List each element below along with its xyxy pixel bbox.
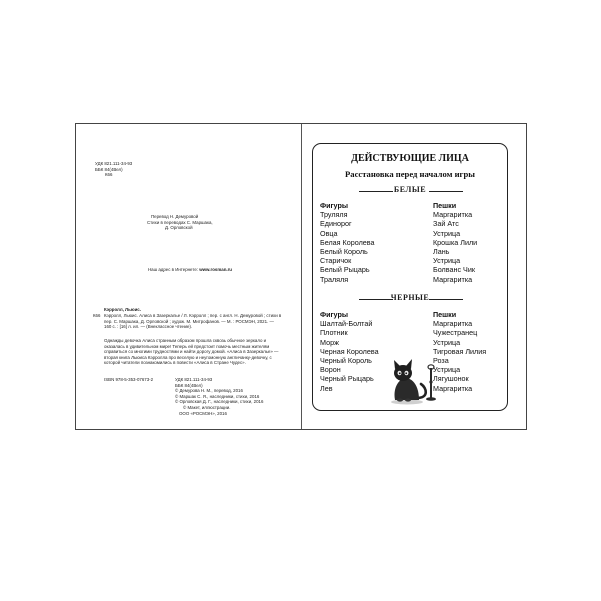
poems-translator-line: Стихи в переводах С. Маршака, [147,219,213,225]
list-item: Плотник [320,328,348,338]
black-section-heading [313,293,507,305]
figures-header: Фигуры [320,310,348,319]
list-item: Черный Король [320,356,372,366]
white-pawns-column [433,201,477,284]
index-code: К66 [93,313,101,318]
imprint-line: ББК 84(4Вел) [175,382,203,388]
website-line [148,267,232,273]
white-heading: БЕЛЫЕ [393,185,427,194]
poems-translator-line-2: Д. Орловской [165,225,193,231]
imprint-line: © Макет, иллюстрации. [183,404,231,410]
list-item: Тигровая Лилия [433,346,487,356]
page-subtitle: Расстановка перед началом игры [345,169,475,179]
imprint-line: © Маршак С. Я., наследники, стихи, 2016 [175,393,260,399]
pawns-header: Пешки [433,310,457,319]
list-item: Черный Рыцарь [320,374,374,384]
list-item: Шалтай-Болтай [320,319,373,329]
imprint-line: УДК 821.111-34-93 [175,377,213,382]
pawns-header: Пешки [433,201,457,210]
list-item: Маргаритка [433,274,473,284]
author-heading: Кэрролл, Льюис. [104,307,141,312]
white-section-heading [313,185,507,197]
list-item: Черная Королева [320,346,379,356]
list-item: Единорог [320,219,352,229]
list-item: Лягушонок [433,374,469,384]
list-item: Устрица [433,337,461,347]
divider [429,299,463,300]
imprint-block [175,377,263,416]
list-item: Маргаритка [433,210,473,220]
book-spine [301,124,302,429]
list-item: Лев [320,383,333,393]
divider [429,191,463,192]
list-item: Зай Атс [433,219,459,229]
figures-header: Фигуры [320,201,348,210]
list-item: Старичок [320,256,352,266]
list-item: Труляля [320,210,348,220]
bib-text: Кэрролл, Льюис. Алиса в Зазеркалье / Л. Кэрролл ; пер. с англ. Н. Демуровой ; стихи в пер. С. Маршака, Д. Орловской ; худож. М. Митрофанов. — М. : РОСМЭН, 2021. — 160 с. : [16] л. ил. — (Внеклассное чтение). [104,313,282,330]
udk-line: УДК 821.111-34-93 [95,161,133,166]
list-item: Белый Король [320,247,368,257]
isbn: ISBN 978-5-353-07673-2 [104,377,154,382]
list-item: Устрица [433,365,461,375]
imprint-line: © Орловская Д. Г., наследники, стихи, 2016 [175,399,264,405]
list-item: Морж [320,337,339,347]
list-item: Устрица [433,256,461,266]
white-figures-column [320,201,375,284]
characters-frame [312,143,508,411]
list-item: Маргаритка [433,319,473,329]
list-item: Ворон [320,365,341,375]
black-heading: ЧЕРНЫЕ [390,293,430,302]
website-url: www.rosman.ru [199,267,232,272]
list-item: Болванс Чик [433,265,475,275]
list-item: Роза [433,356,449,366]
page-title: ДЕЙСТВУЮЩИЕ ЛИЦА [351,153,469,164]
udk-block [95,161,132,178]
list-item: Чужестранец [433,328,478,338]
list-item: Белая Королева [320,237,375,247]
list-item: Белый Рыцарь [320,265,370,275]
book-spread [75,123,527,430]
index-line: К66 [105,172,113,178]
translator-line: Перевод Н. Демуровой [151,214,199,219]
list-item: Лань [433,247,450,257]
website-label: Наш адрес в Интернете: [148,267,198,272]
list-item: Овца [320,228,338,238]
list-item: Устрица [433,228,461,238]
bbk-line: ББК 84(4Вел) [95,166,123,172]
list-item: Крошка Лили [433,237,478,247]
list-item: Траляля [320,274,349,284]
cat-illustration [383,354,443,406]
list-item: Маргаритка [433,383,473,393]
translation-block [147,214,227,231]
annotation-text: Однажды девочка Алиса странным образом прошла сквозь обычное зеркало и оказалась в удивительном мире! Теперь ей предстоит помочь местным жителям справиться со многими трудностями и найти дорогу домой. «Алиса в Зазеркалье» — вторая книга Льюиса Кэрролла про веселую и неугомонную англичанку-девочку, с которой читатели познакомились в повести «Алиса в Стране Чудес». [104,338,279,366]
imprint-line: © Демурова Н. М., перевод, 2016 [175,388,243,394]
black-figures-column [320,310,379,393]
imprint-line: ООО «РОСМЭН», 2016 [179,410,227,416]
